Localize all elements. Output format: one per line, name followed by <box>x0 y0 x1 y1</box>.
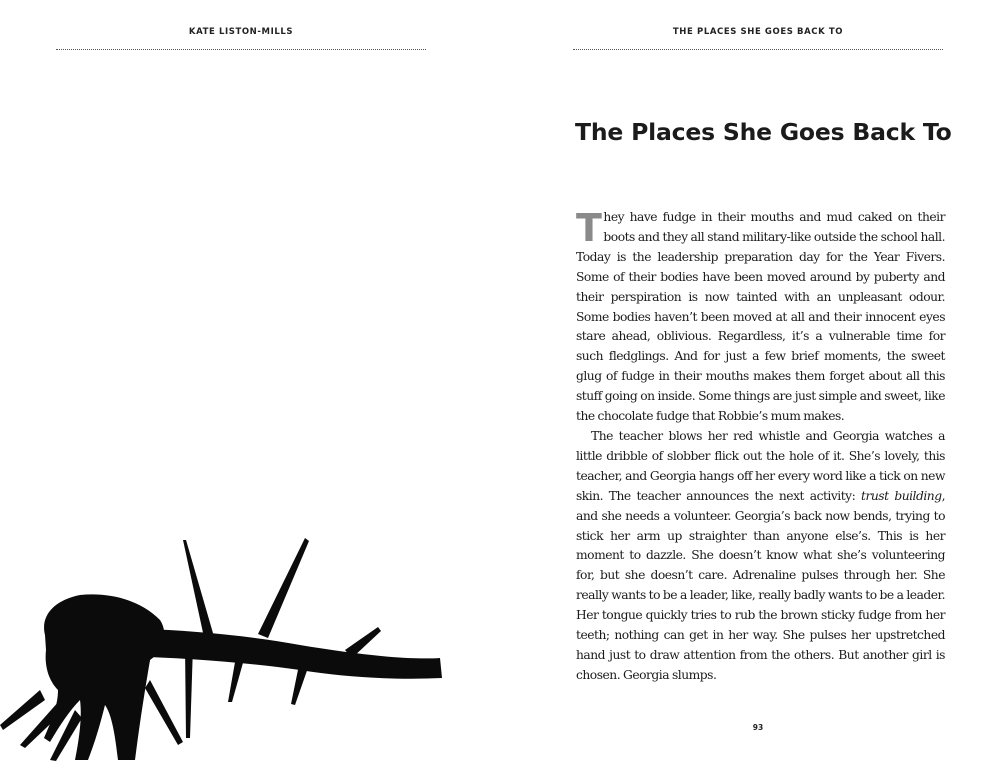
thorn-shape <box>185 645 193 738</box>
header-rule <box>573 49 943 50</box>
paragraph-2-text-b: , and she needs a volunteer. Georgia’s back now bends, trying to stick her arm up straighter than anyone else’s. This is her moment to dazzle. She doesn’t know what she’s volunteering for, but she doesn’t care. Adrenaline pulses through her. She really wants to be a leader, like, really badly wants to be a leader. Her tongue quickly tries to rub the brown sticky fudge from her teeth; nothing can get in her way. She pulses her upstretched hand just to draw attention from the others. But another girl is chosen. Georgia slumps. <box>576 488 945 682</box>
chapter-title: The Places She Goes Back To <box>575 118 952 146</box>
header-rule <box>56 49 426 50</box>
paragraph-1 <box>576 208 945 427</box>
claw-shape <box>0 690 45 730</box>
body-text <box>576 208 945 686</box>
thorn-shape <box>345 627 381 658</box>
thorny-branch-bird-silhouette-icon <box>0 520 460 763</box>
drop-cap: T <box>576 206 602 250</box>
running-head-author: KATE LISTON-MILLS <box>188 27 294 37</box>
running-head-title: THE PLACES SHE GOES BACK TO <box>672 27 844 37</box>
thorn-shape <box>183 540 215 642</box>
page-number: 93 <box>752 723 764 732</box>
paragraph-2 <box>576 427 945 686</box>
paragraph-1-text: hey have fudge in their mouths and mud caked on their boots and they all stand military-like outside the school hall. Today is the leadership preparation day for the Year Fivers. Some of their bodies have been moved around by puberty and their perspiration is now tainted with an unpleasant odour. Some bodies haven’t been moved at all and their innocent eyes stare ahead, oblivious. Regardless, it’s a vulnerable time for such fledglings. And for just a few brief moments, the sweet glug of fudge in their mouths makes them forget about all this stuff going on inside. Some things are just simple and sweet, like the chocolate fudge that Robbie’s mum makes. <box>576 210 945 424</box>
right-page <box>500 0 1000 763</box>
paragraph-2-emphasis: trust building <box>861 488 942 503</box>
thorn-shape <box>145 680 183 745</box>
paragraph-2-text-a: The teacher blows her red whistle and Georgia watches a little dribble of slobber flick out the hole of it. She’s lovely, this teacher, and Georgia hangs off her every word like a tick on new skin. The teacher announces the next activity: <box>576 428 945 503</box>
thorn-shape <box>258 538 309 638</box>
